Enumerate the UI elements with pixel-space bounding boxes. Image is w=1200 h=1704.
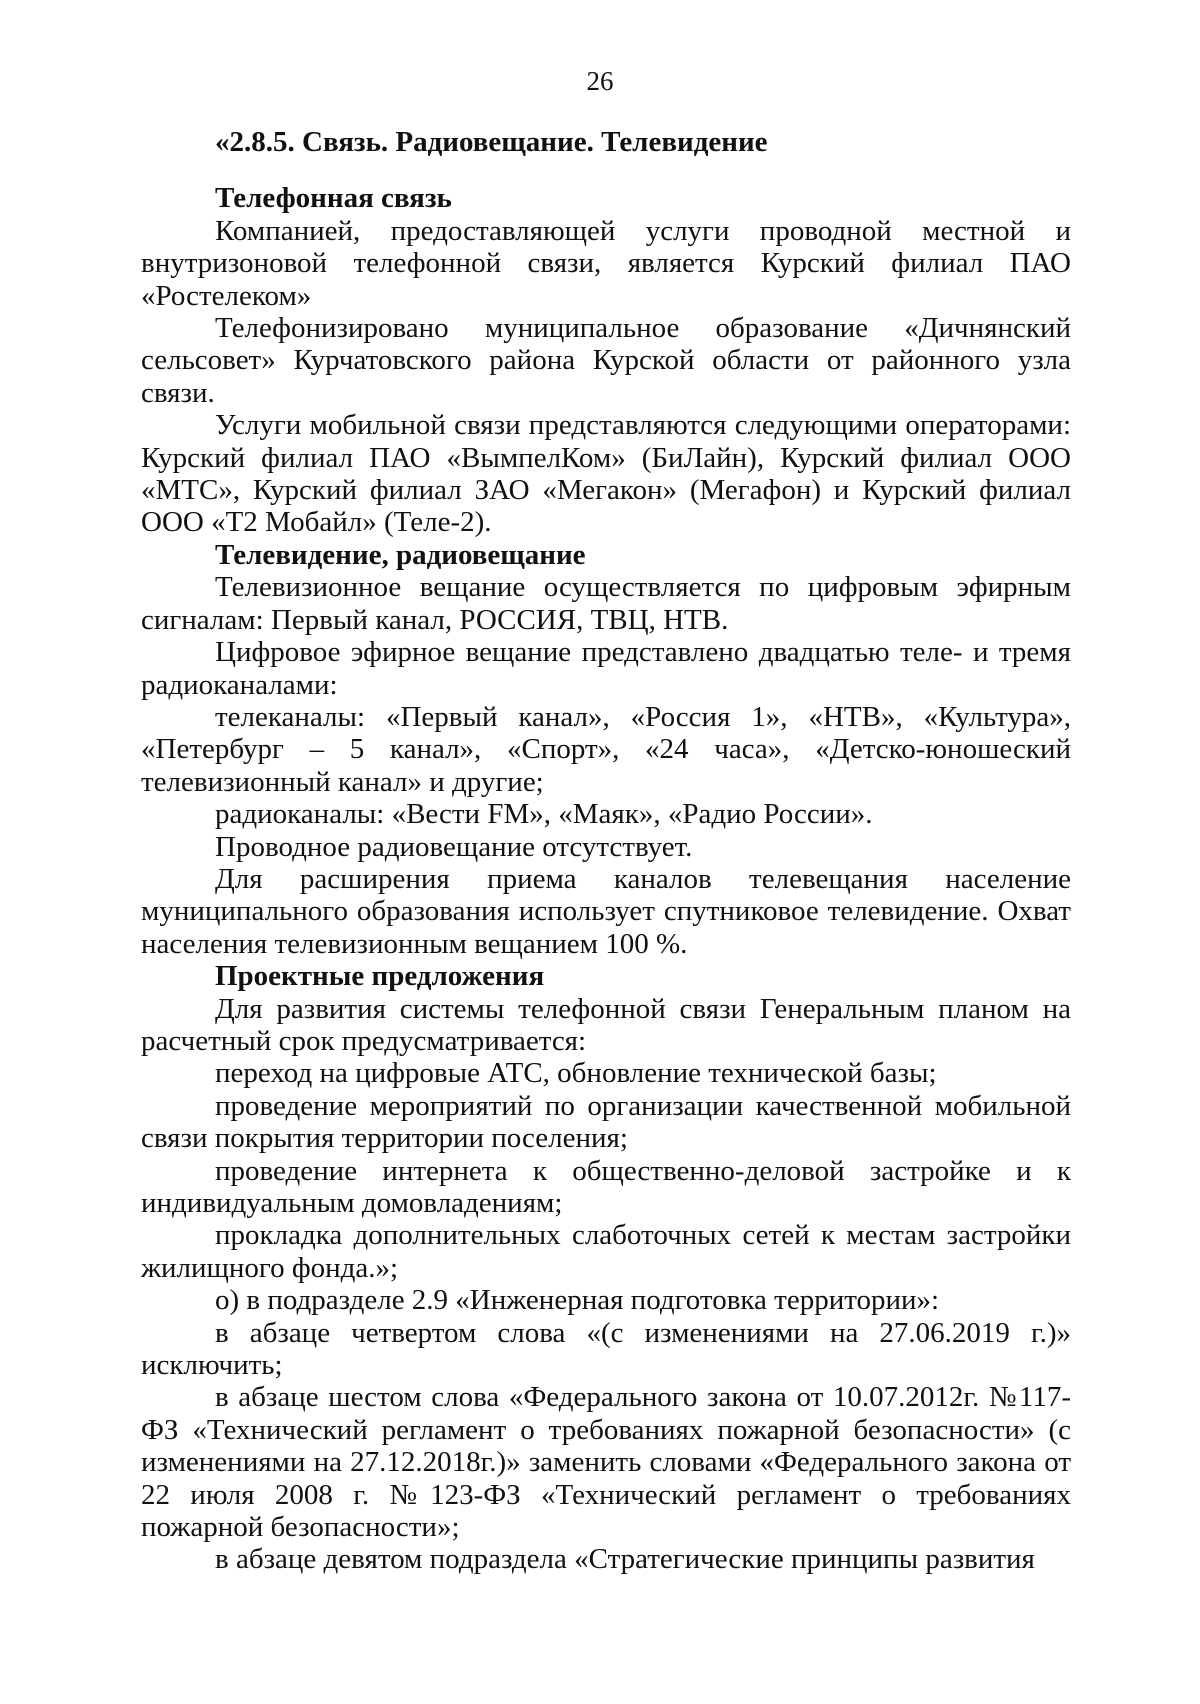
- paragraph: в абзаце четвертом слова «(с изменениями на 27.06.2019 г.)» исключить;: [141, 1316, 1071, 1382]
- page-number: 26: [586, 66, 614, 96]
- paragraph: Проводное радиовещание отсутствует.: [215, 830, 693, 863]
- paragraph: Для развития системы телефонной связи Генеральным планом на расчетный срок предусматривается:: [141, 992, 1071, 1057]
- section-title: «2.8.5. Связь. Радиовещание. Телевидение: [215, 126, 768, 158]
- page-content: [141, 126, 1071, 1576]
- paragraph: Цифровое эфирное вещание представлено двадцатью теле- и тремя радиоканалами:: [141, 636, 1071, 701]
- paragraph: телеканалы: «Первый канал», «Россия 1», «НТВ», «Культура», «Петербург – 5 канал», «Спорт», «24 часа», «Детско-юношеский телевизионный канал» и другие;: [141, 700, 1071, 798]
- subheading-telephone: Телефонная связь: [215, 182, 452, 215]
- paragraph: переход на цифровые АТС, обновление технической базы;: [215, 1057, 937, 1090]
- paragraph: Телефонизировано муниципальное образование «Дичнянский сельсовет» Курчатовского района Курской области от районного узла связи.: [141, 312, 1071, 409]
- paragraph: прокладка дополнительных слаботочных сетей к местам застройки жилищного фонда.»;: [141, 1219, 1071, 1284]
- paragraph: в абзаце шестом слова «Федерального закона от 10.07.2012г. №117-ФЗ «Технический регламент о требованиях пожарной безопасности» (с изменениями на 27.12.2018г.)» заменить словами «Федерального закона от 22 июля 2008 г. №123-ФЗ «Технический регламент о требованиях пожарной безопасности»;: [141, 1381, 1071, 1544]
- paragraph: о) в подразделе 2.9 «Инженерная подготовка территории»:: [215, 1284, 940, 1317]
- paragraph: Услуги мобильной связи представляются следующими операторами: Курский филиал ПАО «ВымпелКом» (БиЛайн), Курский филиал ООО «МТС», Курский филиал ЗАО «Мегакон» (Мегафон) и Курский филиал ООО «Т2 Мобайл» (Теле-2).: [141, 409, 1071, 539]
- subheading-tv-radio: Телевидение, радиовещание: [215, 538, 586, 571]
- paragraph: в абзаце девятом подраздела «Стратегические принципы развития: [215, 1543, 1035, 1576]
- paragraph: Телевизионное вещание осуществляется по цифровым эфирным сигналам: Первый канал, РОССИЯ, ТВЦ, НТВ.: [141, 571, 1071, 636]
- paragraph: Компанией, предоставляющей услуги проводной местной и внутризоновой телефонной связи, является Курский филиал ПАО «Ростелеком»: [141, 214, 1071, 312]
- paragraph: проведение интернета к общественно-деловой застройке и к индивидуальным домовладениям;: [141, 1154, 1071, 1219]
- paragraph: проведение мероприятий по организации качественной мобильной связи покрытия территории поселения;: [141, 1089, 1071, 1155]
- paragraph: радиоканалы: «Вести FM», «Маяк», «Радио России».: [215, 798, 873, 831]
- paragraph: Для расширения приема каналов телевещания население муниципального образования использует спутниковое телевидение. Охват населения телевизионным вещанием 100 %.: [141, 862, 1071, 960]
- subheading-proposals: Проектные предложения: [215, 960, 545, 993]
